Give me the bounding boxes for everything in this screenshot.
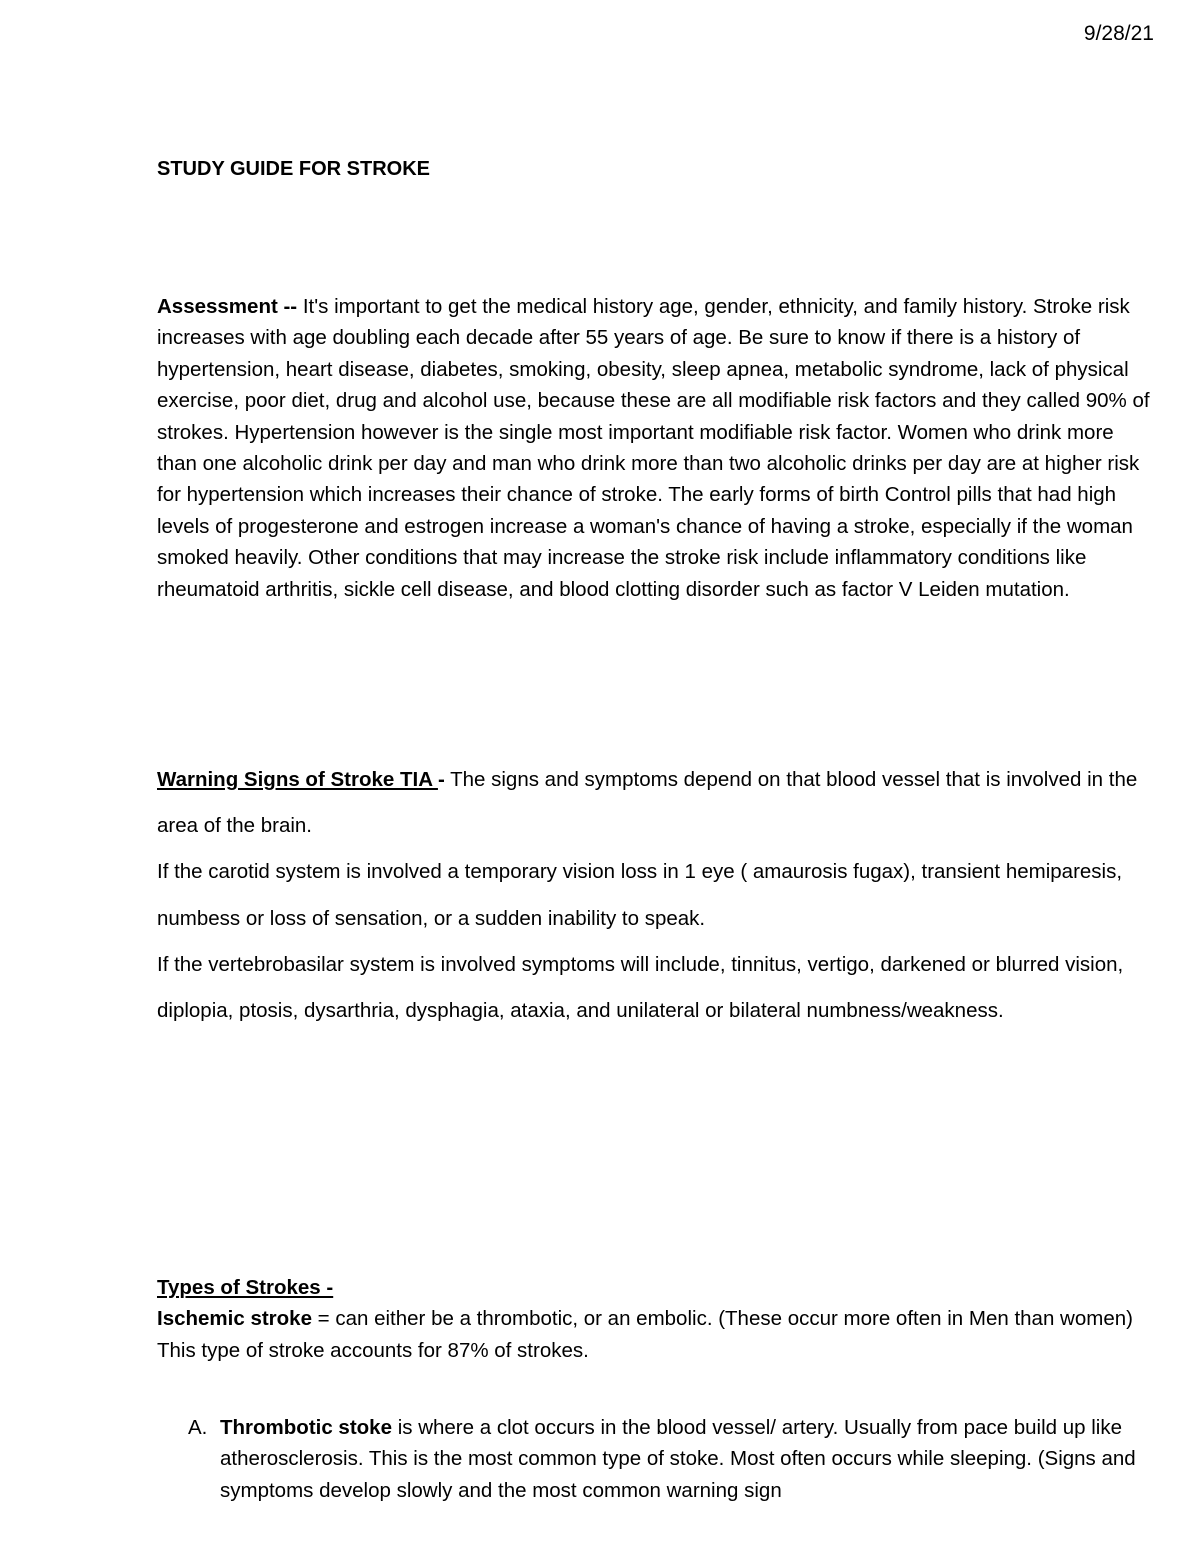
warning-heading: Warning Signs of Stroke TIA [157,768,438,791]
types-heading: Types of Strokes - [157,1276,334,1299]
ischemic-paragraph [157,1303,1157,1366]
types-of-strokes-section [157,1272,1157,1366]
ischemic-text: = can either be a thrombotic, or an embolic. (These occur more often in Men than women) This type of stroke accounts for 87% of strokes. [157,1307,1133,1362]
vertebrobasilar-paragraph: If the vertebrobasilar system is involved symptoms will include, tinnitus, vertigo, darkened or blurred vision, diplopia, ptosis, dysarthria, dysphagia, ataxia, and unilateral or bilateral numbness/weakness. [157,952,1124,1023]
warning-intro-text: The signs and symptoms depend on that blood vessel that is involved in the area of the brain. [157,768,1138,838]
thrombotic-label: Thrombotic stoke [220,1416,392,1439]
assessment-heading: Assessment -- [157,295,298,318]
ischemic-label: Ischemic stroke [157,1307,312,1331]
assessment-paragraph [157,291,1157,605]
warning-heading-dash: - [437,768,445,791]
warning-intro-paragraph [157,757,1157,849]
warning-signs-section [157,757,1157,1034]
thrombotic-paragraph [220,1412,1150,1506]
assessment-section [157,291,1157,605]
page-date: 9/28/21 [1083,22,1154,45]
list-marker: A. [188,1416,208,1439]
thrombotic-text: is where a clot occurs in the blood vessel/ artery. Usually from pace build up like atherosclerosis. This is the most common type of stoke. Most often occurs while sleeping. (Signs and symptoms develop slowly and the most common warning sign [220,1416,1136,1502]
page-title: STUDY GUIDE FOR STROKE [157,158,430,180]
assessment-text: It's important to get the medical history age, gender, ethnicity, and family history. Stroke risk increases with age doubling each decade after 55 years of age. Be sure to know if there is a history of hypertension, heart disease, diabetes, smoking, obesity, sleep apnea, metabolic syndrome, lack of physical exercise, poor diet, drug and alcohol use, because these are all modifiable risk factors and they called 90% of strokes. Hypertension however is the single most important modifiable risk factor. Women who drink more than one alcoholic drink per day and man who drink more than two alcoholic drinks per day are at higher risk for hypertension which increases their chance of stroke. The early forms of birth Control pills that had high levels of progesterone and estrogen increase a woman's chance of having a stroke, especially if the woman smoked heavily. Other conditions that may increase the stroke risk include inflammatory conditions like rheumatoid arthritis, sickle cell disease, and blood clotting disorder such as factor V Leiden mutation. [157,295,1150,601]
carotid-paragraph: If the carotid system is involved a temporary vision loss in 1 eye ( amaurosis fugax), transient hemiparesis, numbess or loss of sensation, or a sudden inability to speak. [157,860,1123,930]
